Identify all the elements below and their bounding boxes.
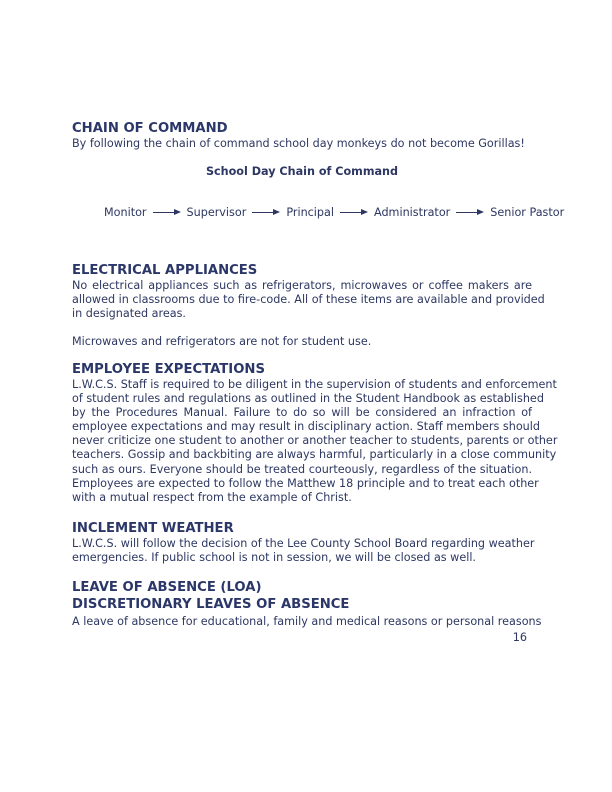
text-line: L.W.C.S. will follow the decision of the Lee County School Board regarding weather xyxy=(72,537,535,550)
text-line: with a mutual respect from the example of Christ. xyxy=(72,490,352,504)
chain-intro xyxy=(72,137,532,151)
page-number: 16 xyxy=(512,631,527,644)
text-line: by the Procedures Manual. Failure to do so will be considered an infraction of xyxy=(72,406,532,420)
leave-paragraph xyxy=(72,615,542,629)
text-line: By following the chain of command school day monkeys do not become Gorillas! xyxy=(72,137,525,150)
employee-paragraph xyxy=(72,378,558,505)
electrical-paragraph xyxy=(72,279,545,321)
chain-step-administrator: Administrator xyxy=(374,206,451,219)
text-line: allowed in classrooms due to fire-code. All of these items are available and provided xyxy=(72,293,545,307)
diagram-title: School Day Chain of Command xyxy=(205,165,399,178)
arrow-right-icon xyxy=(153,209,181,217)
text-line: A leave of absence for educational, family and medical reasons or personal reasons xyxy=(72,615,542,628)
text-line: Employees are expected to follow the Matthew 18 principle and to treat each other xyxy=(72,476,539,490)
electrical-note xyxy=(72,335,532,349)
arrow-right-icon xyxy=(252,209,280,217)
text-line: of student rules and regulations as outlined in the Student Handbook as established xyxy=(72,392,544,406)
section-heading-chain-of-command: CHAIN OF COMMAND xyxy=(72,121,228,136)
section-subheading-discretionary: DISCRETIONARY LEAVES OF ABSENCE xyxy=(72,597,350,612)
text-line: Microwaves and refrigerators are not for student use. xyxy=(72,335,372,348)
arrow-right-icon xyxy=(456,209,484,217)
text-line: emergencies. If public school is not in session, we will be closed as well. xyxy=(72,551,476,565)
section-heading-employee: EMPLOYEE EXPECTATIONS xyxy=(72,362,265,377)
chain-step-monitor: Monitor xyxy=(104,206,147,219)
chain-step-principal: Principal xyxy=(286,206,334,219)
chain-step-supervisor: Supervisor xyxy=(186,206,247,219)
chain-step-senior-pastor: Senior Pastor xyxy=(490,206,565,219)
weather-paragraph xyxy=(72,537,535,565)
section-heading-leave: LEAVE OF ABSENCE (LOA) xyxy=(72,580,262,595)
section-heading-weather: INCLEMENT WEATHER xyxy=(72,521,234,536)
text-line: such as ours. Everyone should be treated courteously, regardless of the situation. xyxy=(72,462,532,476)
text-line: L.W.C.S. Staff is required to be diligent in the supervision of students and enforcement xyxy=(72,378,557,391)
text-line: in designated areas. xyxy=(72,307,186,321)
arrow-right-icon xyxy=(340,209,368,217)
chain-of-command-diagram xyxy=(104,206,564,219)
section-heading-electrical: ELECTRICAL APPLIANCES xyxy=(72,263,258,278)
text-line: never criticize one student to another or another teacher to students, parents or other xyxy=(72,434,558,448)
text-line: teachers. Gossip and backbiting are always harmful, particularly in a close community xyxy=(72,448,557,462)
text-line: employee expectations and may result in disciplinary action. Staff members should xyxy=(72,420,540,434)
text-line: No electrical appliances such as refrigerators, microwaves or coffee makers are xyxy=(72,279,532,292)
